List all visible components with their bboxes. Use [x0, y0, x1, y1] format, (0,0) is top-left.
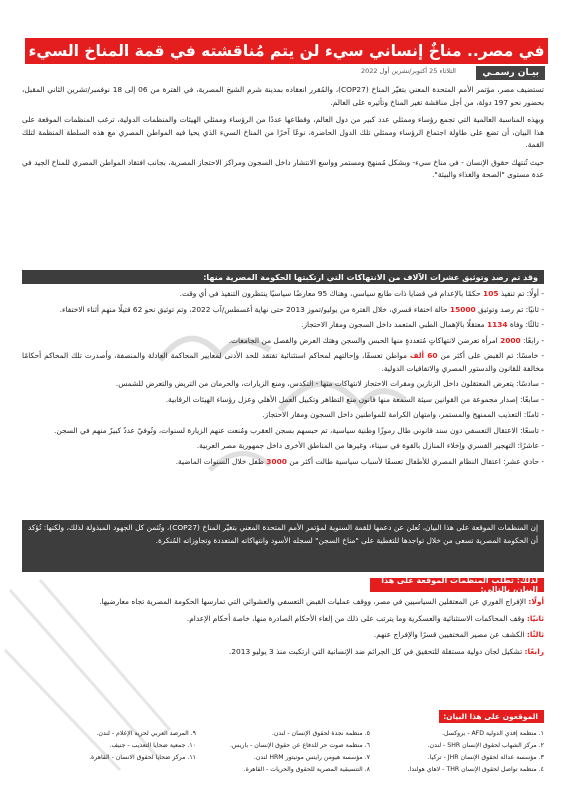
violation-text-post: طفل خلال السنوات الماضية.: [175, 456, 267, 466]
demand-text: الإفراج الفوري عن المعتقلين السياسيين في مصر، ووقف عمليات القبض التعسفي والعشوائي التي تمارسها الحكومة المصرية تجاه معارضيها.: [99, 597, 529, 606]
signatories-column: [370, 728, 544, 776]
intro-block: [22, 84, 544, 182]
demand-item: [22, 646, 544, 659]
violation-item: [22, 378, 544, 391]
appeal-box: إن المنظمات الموقعة على هذا البيان، تُعلن عن دعمها للقمة السنوية لمؤتمر الأمم المتحدة المعني بتغيّر المناخ (COP27)، وتُثمن كل الجهود المبذولة لذلك، ولكنها: تُؤكد أن الحكومة المصرية تسعى من خلال تواجدها للتغطية على "مناخ السجن" لسجله الأسود وانتهاكاته المتعددة وتجاوزاته المُنكرة.: [22, 520, 544, 572]
signatory-item: ٢. مركز الشهاب لحقوق الإنسان SHR - لندن.: [427, 742, 544, 749]
signatory-item: ٨. التنسيقية المصرية للحقوق والحريات - القاهرة.: [243, 766, 370, 773]
violation-text-post: معتقلًا بالإهمال الطبي المتعمد داخل السجون ومقار الاحتجاز.: [301, 320, 487, 329]
demand-label: رابعًا:: [524, 646, 544, 656]
demand-label: ثالثًا:: [526, 630, 544, 639]
demands-header: لذلك: تطلب المنظمات الموقعة على هذا البيان، بالتالي:: [370, 578, 544, 592]
violation-item: [22, 288, 544, 301]
violation-number: 60 ألف: [409, 351, 438, 360]
page-title: في مصر.. مناخٌ إنساني سيء لن يتم مُناقشته في قمة المناخ السيء: [25, 38, 548, 64]
signatories-column: [22, 728, 196, 776]
violation-text-pre: - سابعًا: إصدار مجموعة من القوانين سيئة السمعة منها قانون منع التظاهر وتكبيل العمل الأهلي وعزل رؤساء الهيئات الرقابية.: [165, 394, 544, 404]
violation-item: [22, 425, 544, 438]
demand-item: [22, 613, 544, 626]
intro-paragraph-3: حيث تُنتهك حقوق الإنسان - في مناخ سيء- وبشكل مُمنهج ومستمر وواسع الانتشار داخل السجون ومراكز الاحتجاز المصرية، بجانب افتقاد المواطن المصري للمناخ الجيد في عدة مستوى "الصحة والغذاء والبيئة".: [22, 157, 544, 179]
date: الثلاثاء 25 أكتوبر/تشرين أول 2022: [361, 67, 456, 75]
violation-number: 105: [483, 289, 499, 298]
violation-number: 1134: [486, 320, 508, 329]
signatory-item: ١١. مركز ضحايا لحقوق الانسان - القاهرة.: [89, 754, 196, 761]
signatories-column: [196, 728, 370, 776]
violation-number: 3000: [266, 456, 287, 466]
demand-text: تشكيل لجان دولية مستقلة للتحقيق في كل الجرائم ضد الإنسانية التي ارتكبت منذ 3 يوليو 2013.: [228, 646, 525, 656]
violation-text-pre: - عاشرًا: التهجير القسري وإخلاء المنازل بالقوة في سيناء، وغيرها من المناطق الأخرى داخل جمهورية مصر العربية.: [196, 441, 544, 450]
violation-item: [22, 304, 544, 317]
violation-text-pre: - تاسعًا: الاعتقال التعسفي دون سند قانوني طال رموزًا وطنية سياسية، تم حبسهم بسجن العقرب ومُنعت عنهم الزيارة لسنوات، وتُوفيّ عددٌ كبيرٌ منهم في السجن.: [54, 425, 544, 435]
violation-item: [22, 319, 544, 332]
violation-text-post: مواطن تعسفًا، وإحالتهم لمحاكم استثنائية تفتقد للحد الأدنى لمعايير المحاكمة العادلة والمنصفة، وأصدرت تلك المحاكم أحكامًا مخالفة للقانون والدستور المصري والاتفاقيات الدولية.: [22, 351, 544, 373]
demand-label: ثانيًا:: [526, 613, 544, 623]
signatory-item: ٤. منظمة تواصل لحقوق الإنسان THR - لاهاي هولندا.: [407, 766, 544, 773]
violation-text-post: حالة اختفاء قسري، خلال الفترة من يوليو/تموز 2013 حتى نهاية أغسطس/آب 2022، وتم توثيق نحو 62 قتيلًا منهم أثناء الاختفاء.: [59, 304, 450, 314]
signatory-item: ٩. المرصد العربي لحرية الإعلام - لندن.: [96, 730, 196, 737]
demand-text: وقف المحاكمات الاستثنائية والعسكرية وما يترتب على ذلك من إلغاء الأحكام الصادرة منها، خاصة أحكام الإعدام.: [186, 613, 527, 623]
violation-item: [22, 409, 544, 422]
violation-text-pre: - رابعًا:: [520, 335, 544, 345]
statement-label: بيـان رسمـي: [476, 66, 545, 80]
violation-text-pre: - ثانيًا: تم رصد وتوثيق: [475, 304, 544, 314]
violation-text-pre: - ثالثًا: وفاة: [507, 320, 544, 329]
violation-text-pre: - أولًا: تم تنفيذ: [498, 289, 544, 298]
violation-text-post: امرأة تعرضن لانتهاكاتٍ مُتعددةٍ منها الحبس والسجن وهتك العرض والفصل من الجامعات.: [228, 335, 501, 345]
violation-text-pre: - ثامنًا: التعذيب الممنهج والمستمر، وامتهان الكرامة للمواطنين داخل السجون ومقار الاحتجاز.: [262, 410, 544, 419]
signatory-item: ١٠. جمعية ضحايا التعذيب - جنيف.: [109, 742, 196, 749]
signatories-header: الموقعون على هذا البيان:: [439, 710, 544, 723]
violation-item: [22, 394, 544, 407]
demand-item: [22, 629, 544, 642]
signatory-item: ٥. منظمة نجدة لحقوق الإنسان - لندن.: [271, 730, 370, 737]
violations-header: وقد تم رصد وتوثيق عشرات الآلاف من الانتهاكات التي ارتكبتها الحكومة المصرية منها:: [22, 270, 544, 284]
intro-paragraph-2: وبهذه المناسبة العالمية التي تجمع رؤساء وممثلي عدد كبير من دول العالم، وقطاعها عددًا من الرؤساء وممثلي الهيئات والمنظمات الدولية، ترغب المنظمات الموقعة على هذا البيان، أن تضع على طاولة اجتماع الرؤساء وممثلي تلك الدول الحاضرة، نوعًا آخرًا من المناخ السيء الذي يحيا فيه المواطن المصري مع هذه السلطة المنظمة لتلك القمة.: [22, 115, 544, 149]
demand-text: الكشف عن مصير المختفيين قسرًا والإفراج عنهم.: [373, 630, 527, 639]
violation-number: 2000: [500, 335, 521, 345]
violation-text-pre: - سادسًا: يتعرض المعتقلون داخل الزنازين ومقرات الاحتجاز لانتهاكات منها - التكدس، ومنع الزيارات، والحرمان من التريض والتعرض للشمس.: [115, 379, 544, 388]
violation-item: [22, 350, 544, 375]
violation-text-pre: - خامسًا: تم القبض على أكثر من: [437, 351, 545, 360]
violation-number: 15000: [449, 304, 476, 314]
violation-text-pre: - حادي عشر: اعتقال النظام المصري للأطفال تعسفًا لأسباب سياسية طالت أكثر من: [286, 456, 544, 466]
signatories-table: [22, 728, 544, 776]
violations-list: [22, 288, 544, 468]
demands-list: [22, 596, 544, 658]
intro-paragraph-1: تستضيف مصر، مؤتمر الأمم المتحدة المعني بتغيّر المناخ (COP27)، والمُقرر انعقاده بمدينة شرم الشيخ المصرية، في الفترة من 06 إلى 18 نوفمبر/تشرين الثاني المقبل، بحضور نحو 197 دولة، من أجل مناقشة تغير المناخ وتأثيره على العالم.: [22, 85, 544, 107]
signatory-item: ٧. مؤسسة هيومن رايتس مونيتور HRM لندن.: [253, 754, 370, 761]
signatory-item: ٦. منظمة صوت حر للدفاع عن حقوق الإنسان - باريس.: [229, 742, 370, 749]
violation-item: [22, 456, 544, 469]
violation-item: [22, 335, 544, 348]
demand-item: [22, 596, 544, 609]
demand-label: أولًا:: [528, 597, 544, 606]
violation-item: [22, 440, 544, 453]
violation-text-post: حكمًا بالإعدام في قضايا ذات طابع سياسي، وهناك 95 معارضًا سياسيًا ينتظرون التنفيذ في أي وقت.: [179, 289, 484, 298]
signatory-item: ٣. مؤسسة عدالة لحقوق الإنسان JHR - تركيا.: [427, 754, 544, 761]
signatory-item: ١. منظمة إفدي الدولية AFD - بروكسل.: [442, 730, 544, 737]
